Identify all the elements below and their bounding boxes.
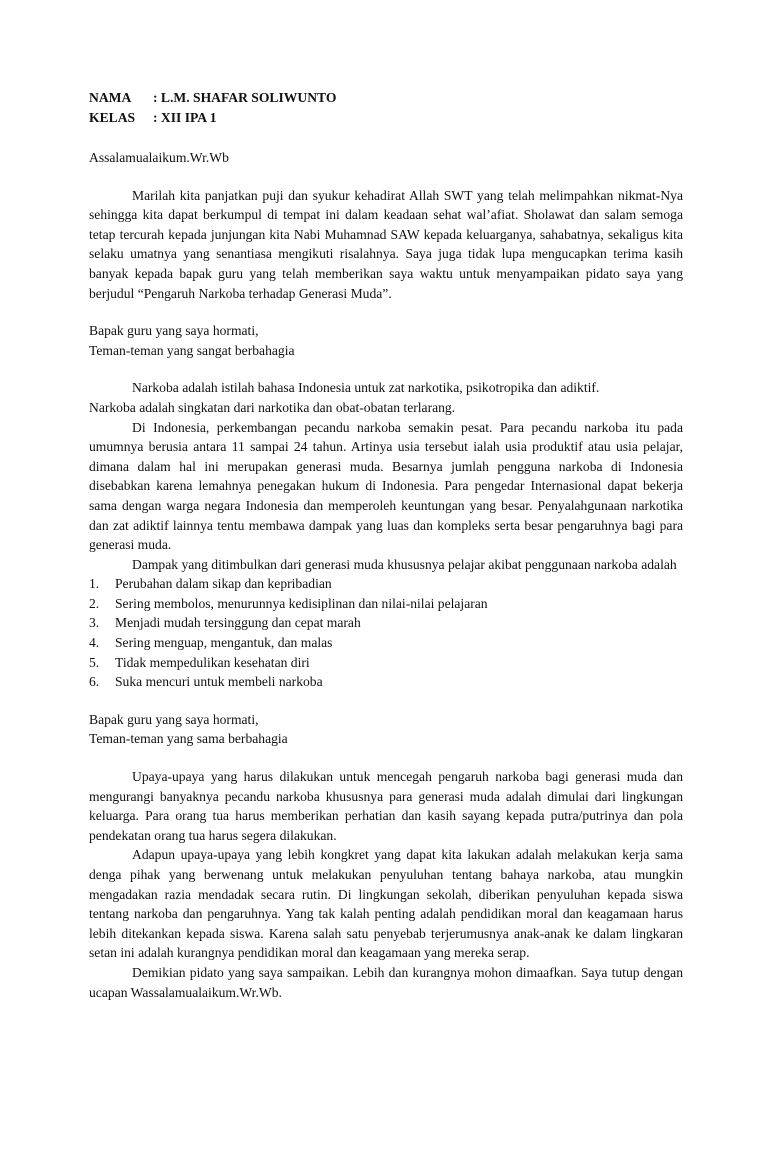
body-1-paragraph-3: Dampak yang ditimbulkan dari generasi muda khususnya pelajar akibat penggunaan narkoba adalah — [132, 556, 677, 572]
salutation-2-line-1: Bapak guru yang saya hormati, — [89, 711, 259, 727]
body-1-paragraph-1-continued: Narkoba adalah singkatan dari narkotika dan obat-obatan terlarang. — [89, 399, 456, 415]
salutation-2-line-2: Teman-teman yang sama berbahagia — [89, 731, 288, 747]
salutation-1-line-1: Bapak guru yang saya hormati, — [89, 323, 259, 339]
salutation-1-line-2: Teman-teman yang sangat berbahagia — [89, 342, 295, 358]
body-2-paragraph-2: Adapun upaya-upaya yang lebih kongkret yang dapat kita lakukan adalah melakukan kerja sama denga pihak yang berwenang untuk melakukan penyuluhan tentang bahaya narkoba, atau mungkin mengadakan razia mendadak secara rutin. Di lingkungan sekolah, diberikan penyuluhan kepada siswa tentang narkoba dan pengaruhnya. Yang tak kalah penting adalah pendidikan moral dan keagamaan harus lebih ditekankan kepada siswa. Karena salah satu penyebab terjerumusnya anak-anak ke dalam lingkaran setan ini adalah kurangnya pendidikan moral dan keagamaan yang mereka serap. — [89, 847, 683, 961]
document-page — [89, 88, 683, 1002]
list-item: 6. Suka mencuri untuk membeli narkoba — [89, 674, 323, 690]
list-item: 5. Tidak mempedulikan kesehatan diri — [89, 654, 310, 670]
effects-list — [89, 574, 683, 692]
name-label: NAMA — [89, 90, 132, 105]
greeting: Assalamualaikum.Wr.Wb — [89, 150, 229, 165]
list-item: 1. Perubahan dalam sikap dan kepribadian — [89, 576, 332, 592]
class-row — [89, 108, 683, 128]
opening-paragraph: Marilah kita panjatkan puji dan syukur kehadirat Allah SWT yang telah melimpahkan nikmat-Nya sehingga kita dapat berkumpul di tempat ini dalam keadaan sehat wal’afiat. Sholawat dan salam semoga tetap tercurah kepada junjungan kita Nabi Muhamnad SAW kepada keluarganya, sahabatnya, sekaligus kita selaku umatnya yang senantiasa mengikuti risalahnya. Saya juga tidak lupa mengucapkan terima kasih banyak kepada bapak guru yang telah memberikan saya waktu untuk menyampaikan pidato saya yang berjudul “Pengaruh Narkoba terhadap Generasi Muda”. — [89, 187, 683, 301]
list-item: 3. Menjadi mudah tersinggung dan cepat marah — [89, 615, 361, 631]
closing-paragraph: Demikian pidato yang saya sampaikan. Lebih dan kurangnya mohon dimaafkan. Saya tutup dengan ucapan Wassalamualaikum.Wr.Wb. — [89, 964, 683, 1000]
class-label: KELAS — [89, 110, 136, 125]
name-value: : L.M. SHAFAR SOLIWUNTO — [153, 90, 337, 105]
list-item: 4. Sering menguap, mengantuk, dan malas — [89, 635, 333, 651]
body-1-paragraph-1: Narkoba adalah istilah bahasa Indonesia untuk zat narkotika, psikotropika dan adiktif. — [132, 380, 600, 396]
name-row — [89, 88, 683, 108]
body-1-paragraph-2: Di Indonesia, perkembangan pecandu narkoba semakin pesat. Para pecandu narkoba itu pada umumnya berusia antara 11 sampai 24 tahun. Artinya usia tersebut ialah usia produktif atau usia pelajar, dimana dalam hal ini merupakan generasi muda. Besarnya jumlah pengguna narkoba di Indonesia disebabkan karena lemahnya penegakan hukum di Indonesia. Para pengedar Internasional dapat bekerja sama dengan warga negara Indonesia dan memperoleh keuntungan yang besar. Penyalahgunaan narkotika dan zat adiktif lainnya tentu membawa dampak yang luas dan kompleks serta besar pengaruhnya bagi para generasi muda. — [89, 419, 683, 553]
list-item: 2. Sering membolos, menurunnya kedisiplinan dan nilai-nilai pelajaran — [89, 595, 488, 611]
body-2-paragraph-1: Upaya-upaya yang harus dilakukan untuk mencegah pengaruh narkoba bagi generasi muda dan mengurangi banyaknya pecandu narkoba khususnya para generasi muda adalah dimulai dari lingkungan keluarga. Para orang tua harus memberikan perhatian dan kasih sayang kepada putra/putrinya dan pola pendekatan orang tua harus segera dilakukan. — [89, 769, 683, 843]
class-value: : XII IPA 1 — [153, 110, 217, 125]
